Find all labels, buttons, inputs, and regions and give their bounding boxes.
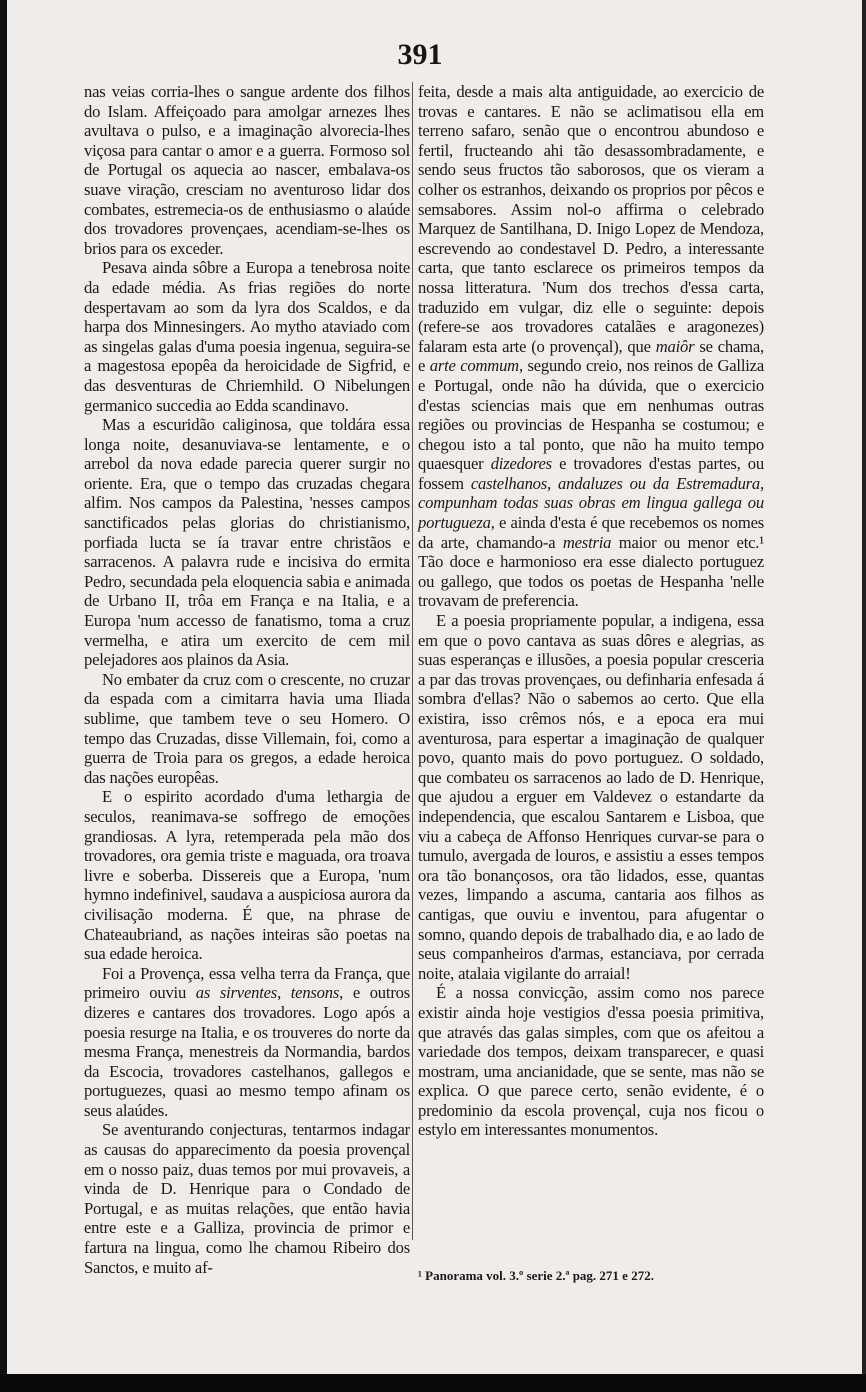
paragraph: feita, desde a mais alta antiguidade, ao exercicio de trovas e cantares. E não se aclimatisou ella em terreno safaro, senão que o encontrou abundoso e fertil, fructeando ahi tão desassombradamente, e sendo seus fructos tão saborosos, que os vieram a colher os estranhos, deixando os proprios por pêcos e semsabores. Assim nol-o affirma o celebrado Marquez de Santilhana, D. Inigo Lopez de Mendoza, escrevendo ao condestavel D. Pedro, a interessante carta, que tanto esclarece os primeiros tempos da nossa litteratura. 'Num dos trechos d'essa carta, traduzido em vulgar, diz elle o seguinte: depois (refere-se aos trovadores catalães e aragonezes) falaram esta arte (o provençal), que maiôr se chama, e arte commum, segundo creio, nos reinos de Galliza e Portugal, onde não ha dúvida, que o exercicio d'estas sciencias mais que em nenhumas outras regiões ou provincias de Hespanha se costumou; e chegou isto a tal ponto, que não ha muito tempo quaesquer dizedores e trovadores d'estas partes, ou fossem castelhanos, andaluzes ou da Estremadura, compunham todas suas obras em lingua gallega ou portugueza, e ainda d'esta é que recebemos os nomes da arte, chamando-a mestria maior ou menor etc.¹ Tão doce e harmonioso era esse dialecto portuguez ou gallego, que todos os poetas de Hespanha 'nelle trovavam de preferencia. [418,82,764,611]
scan-edge-left [0,0,7,1392]
paragraph: No embater da cruz com o crescente, no cruzar da espada com a cimitarra havia uma Iliada sublime, que tambem teve o seu Homero. O tempo das Cruzadas, disse Villemain, foi, como a guerra de Troia para os gregos, a edade heroica das nações europêas. [84,669,410,787]
paragraph: Se aventurando conjecturas, tentarmos indagar as causas do apparecimento da poesia provençal em o nosso paiz, duas temos por mui provaveis, a vinda de D. Henrique para o Condado de Portugal, e as muitas relações, que então havia entre este e a Galliza, provincia de primor e fartura na lingua, como lhe chamou Ribeiro dos Sanctos, e muito af- [84,1120,410,1277]
paragraph: Mas a escuridão caliginosa, que toldára essa longa noite, desanuviava-se lentamente, e o arrebol da nova edade parecia querer surgir no oriente. Era, que o tempo das cruzadas chegara alfim. Nos campos da Palestina, 'nesses campos sanctificados pelas glorias do christianismo, porfiada lucta se ía travar entre christãos e sarracenos. A palavra rude e incisiva do ermita Pedro, secundada pela eloquencia sabia e animada de Urbano II, trôa em França e na Italia, e a Europa 'num accesso de fanatismo, toma a cruz vermelha, e atira um exercito de cem mil pelejadores aos plainos da Asia. [84,415,410,670]
paragraph: Foi a Provença, essa velha terra da França, que primeiro ouviu as sirventes, tensons, e outros dizeres e cantares dos trovadores. Logo após a poesia resurge na Italia, e os trouveres do norte da mesma França, menestreis da Normandia, bardos da Escocia, trovadores castelhanos, gallegos e portuguezes, quasi ao mesmo tempo afinam os seus alaúdes. [84,963,410,1120]
column-divider [412,82,413,1240]
paragraph: E a poesia propriamente popular, a indigena, essa em que o povo cantava as suas dôres e alegrias, as suas esperanças e illusões, a poesia popular cresceria a par das trovas provençaes, ou definharia enfesada á sombra d'ellas? Não o sabemos ao certo. Que ella existira, isso crêmos nós, e a epoca era mui aventurosa, para espertar a imaginação de qualquer povo, quanto mais do povo portuguez. O soldado, que combateu os sarracenos ao lado de D. Henrique, que ajudou a erguer em Valdevez o estandarte da independencia, que escalou Santarem e Lisboa, que viu a cabeça de Affonso Henriques curvar-se para o tumulo, avergada de louros, e assistiu a esses tempos ora tão bonançosos, ora tão lidados, esse, quantas vezes, limpando a ascuma, cantaria aos filhos as cantigas, que ouviu e inventou, para afugentar o somno, quando depois de trabalhado dia, e ao lado de seus companheiros d'armas, estanciava, por cerrada noite, atalaia vigilante do arraial! [418,611,764,983]
right-column [418,82,764,1140]
paragraph: É a nossa convicção, assim como nos parece existir ainda hoje vestigios d'essa poesia primitiva, que através das galas simples, com que os afeitou a variedade dos tempos, deixam transparecer, e quasi mostram, uma ancianidade, que se sente, mas não se explica. O que parece certo, senão evidente, é o predominio da escola provençal, cuja nos ficou o estylo em interessantes monumentos. [418,983,764,1140]
paragraph: nas veias corria-lhes o sangue ardente dos filhos do Islam. Affeiçoado para amolgar arnezes lhes avultava o pulso, e a imaginação alvorecia-lhes viçosa para cantar o amor e a guerra. Formoso sol de Portugal os aquecia ao nascer, embalava-os suave viração, cresciam no aventuroso lidar dos combates, estremecia-os de enthusiasmo o alaúde dos trovadores provençaes, acendiam-se-lhes os brios para os exceder. [84,82,410,258]
scan-edge-bottom [0,1374,866,1392]
footnote: ¹ Panorama vol. 3.º serie 2.ª pag. 271 e 272. [418,1268,654,1283]
left-column [84,82,410,1277]
italic-term: castelhanos, andaluzes ou da Estremadura, compunham todas suas obras em lingua gallega ou portugueza [418,473,764,533]
scan-edge-right [862,0,866,1392]
paragraph: Pesava ainda sôbre a Europa a tenebrosa noite da edade média. As frias regiões do norte despertavam ao som da lyra dos Scaldos, e da harpa dos Minnesingers. Ao mytho ataviado com as singelas galas d'uma poesia ingenua, seguira-se a magestosa epopêa da heroicidade de Sigfrid, e das desventuras de Chriemhild. O Nibelungen germanico succedia ao Edda scandinavo. [84,258,410,415]
paragraph: E o espirito acordado d'uma lethargia de seculos, reanimava-se soffrego de emoções grandiosas. A lyra, retemperada pela mão dos trovadores, ora gemia triste e maguada, ora troava livre e soberba. Dissereis que a Europa, 'num hymno indefinivel, saudava a auspiciosa aurora da civilisação moderna. É que, na phrase de Chateaubriand, as nações inteiras são poetas na sua edade heroica. [84,787,410,964]
italic-term: maiôr [655,336,695,356]
page-number: 391 [397,38,443,71]
italic-term: dizedores [490,454,552,474]
italic-term: arte commum [429,356,519,376]
italic-term: as sirventes, tensons [195,983,340,1003]
italic-term: mestria [562,532,612,552]
